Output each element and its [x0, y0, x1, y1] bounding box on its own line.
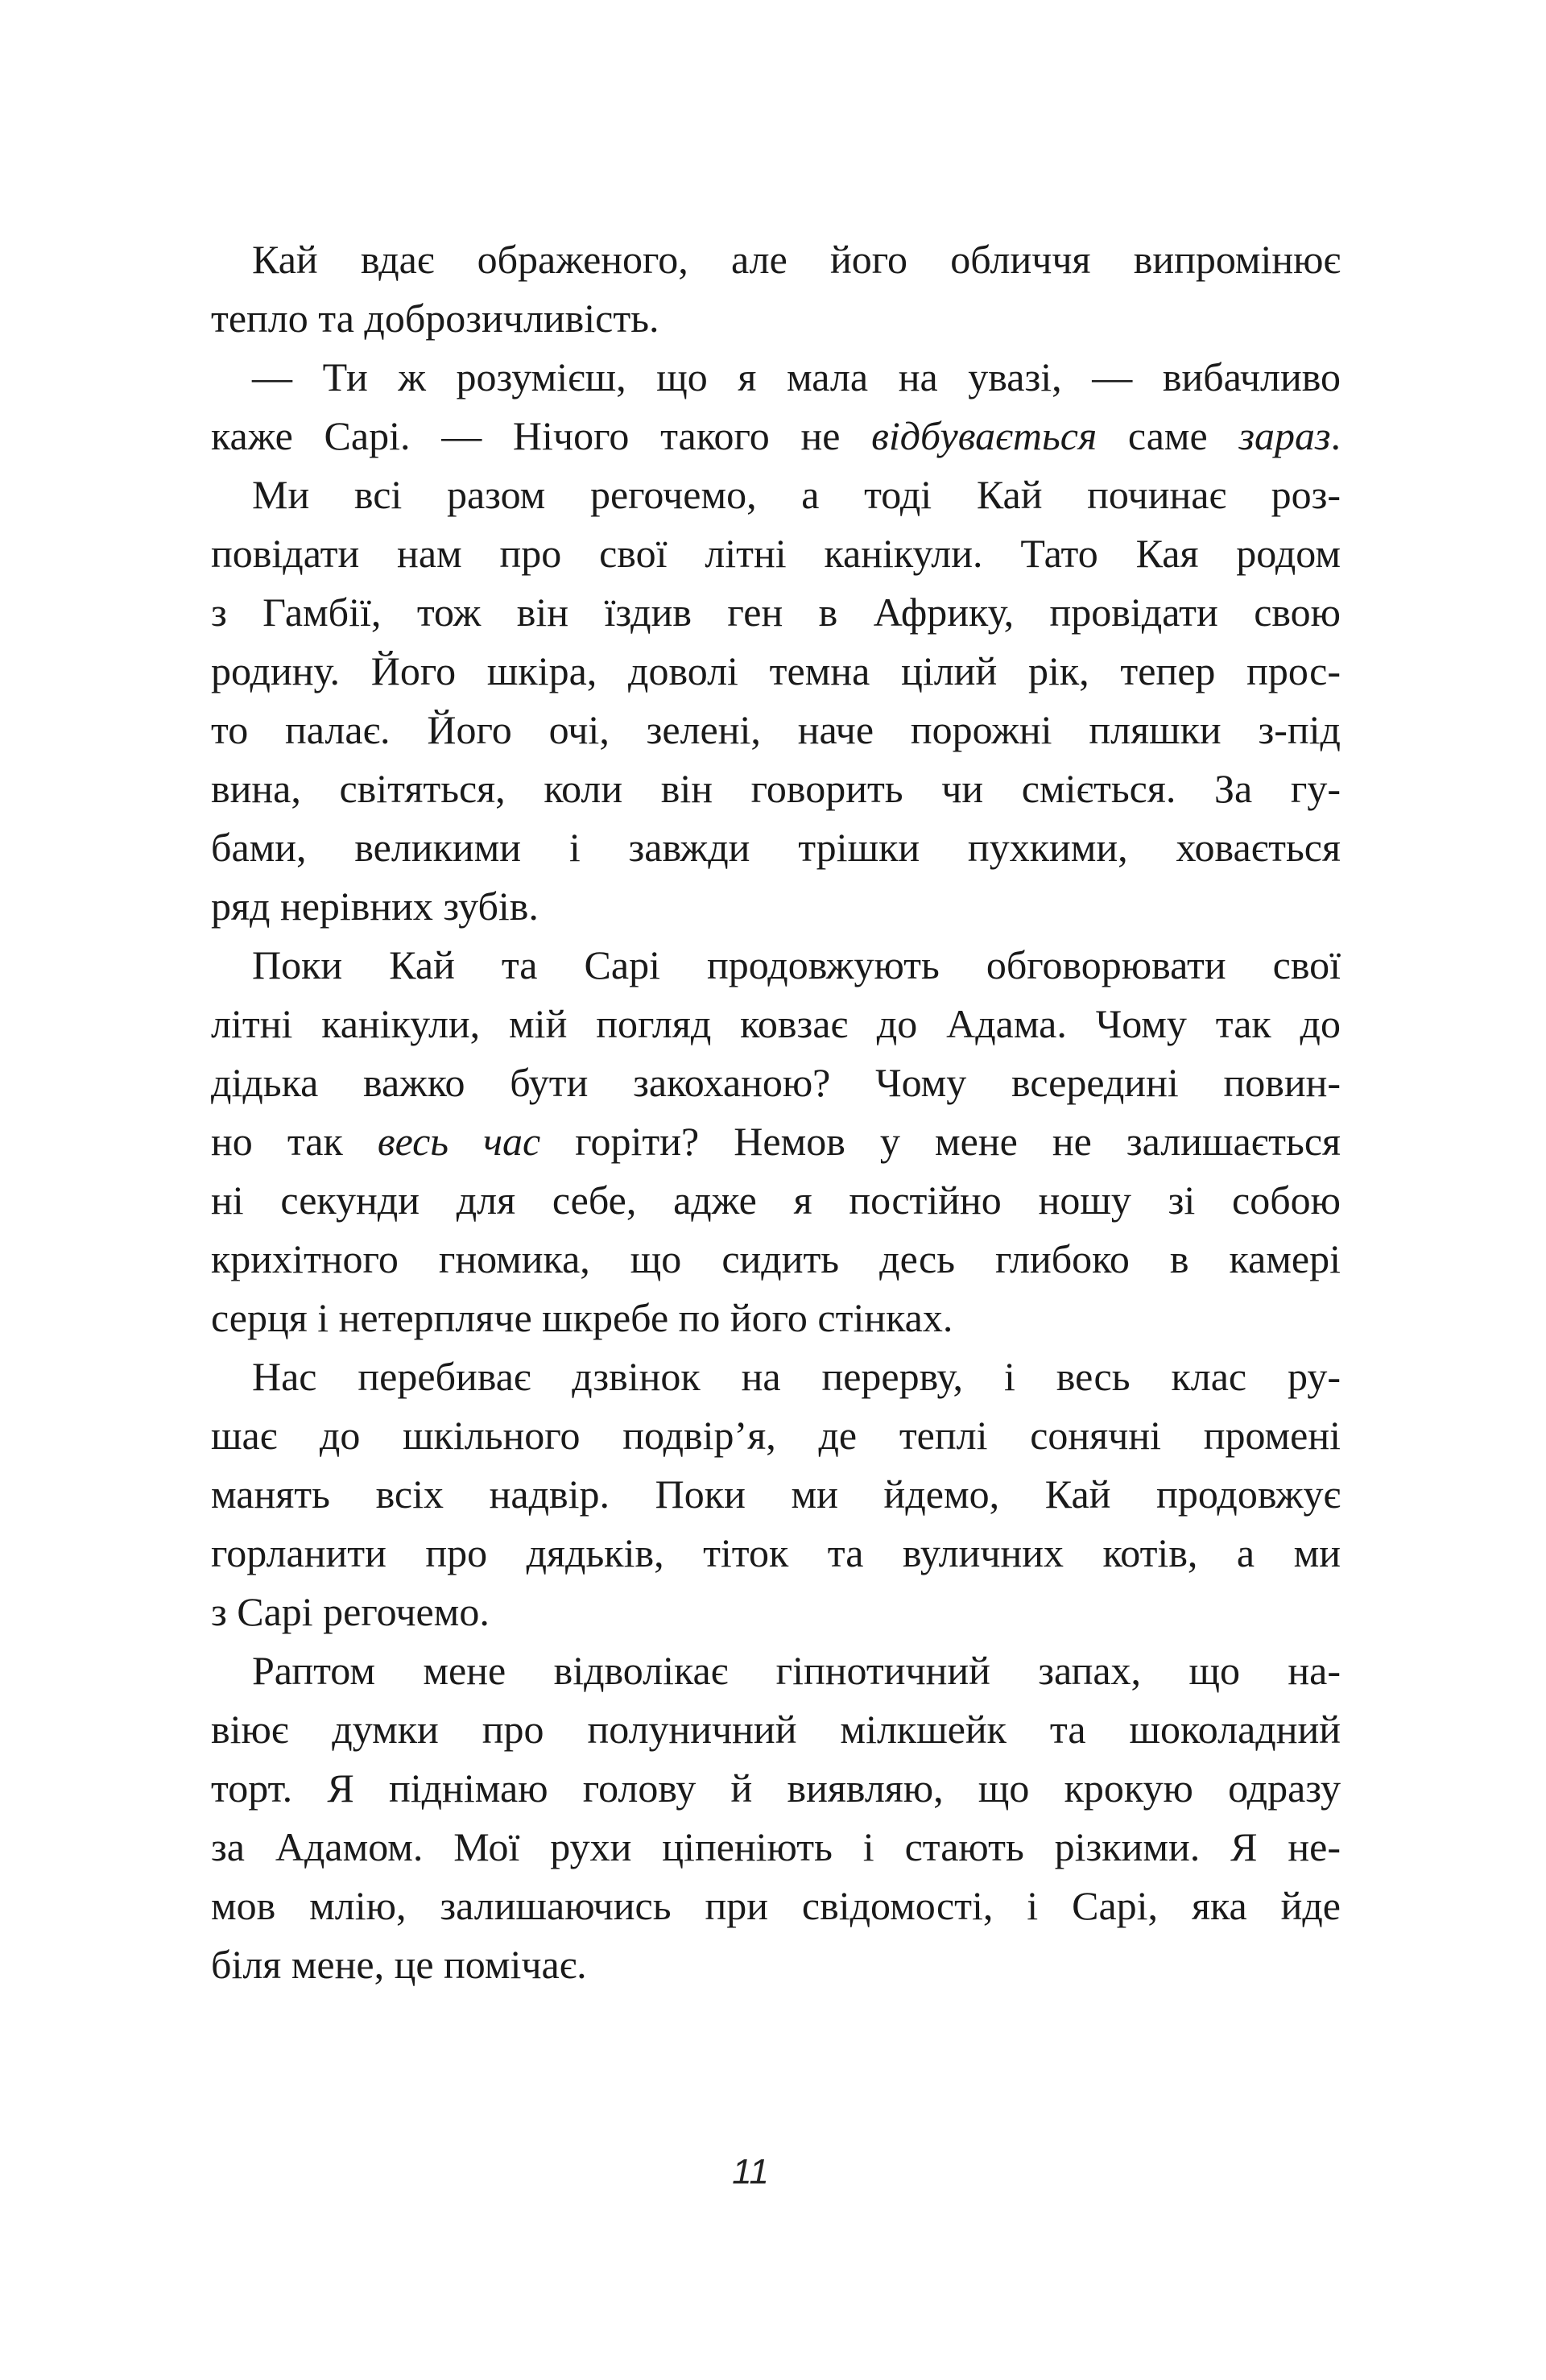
text-line: [211, 1818, 1341, 1877]
text-line: [211, 348, 1341, 407]
text-segment: — Ти ж розумієш, що я мала на увазі, — вибачливо: [252, 354, 1341, 399]
text-line: [211, 1112, 1341, 1171]
text-segment: торт. Я піднімаю голову й виявляю, що крокую одразу: [211, 1765, 1341, 1811]
text-line: [211, 1406, 1341, 1465]
text-segment: літні канікули, мій погляд ковзає до Адама. Чому так до: [211, 1001, 1341, 1046]
text-line: [211, 1053, 1341, 1112]
text-line: [211, 289, 1341, 348]
page-number: 11: [732, 2152, 769, 2192]
text-line: [211, 466, 1341, 524]
text-segment: біля мене, це помічає.: [211, 1942, 587, 1987]
text-segment: мов млію, залишаючись при свідомості, і Сарі, яка йде: [211, 1883, 1341, 1928]
text-segment: Нас перебиває дзвінок на перерву, і весь клас ру-: [252, 1354, 1341, 1399]
text-segment: за Адамом. Мої рухи ціпеніють і стають різкими. Я не-: [211, 1824, 1341, 1869]
text-line: [211, 1230, 1341, 1289]
text-segment: Кай вдає ображеного, але його обличчя випромінює: [252, 237, 1341, 282]
text-segment: Раптом мене відволікає гіпнотичний запах, що на-: [252, 1648, 1341, 1693]
text-line: [211, 760, 1341, 818]
text-segment: вина, світяться, коли він говорить чи сміється. За гу-: [211, 766, 1341, 811]
text-line: [211, 1347, 1341, 1406]
text-line: [211, 1641, 1341, 1700]
text-line: [211, 877, 1341, 936]
text-line: [211, 1524, 1341, 1583]
text-segment: крихітного гномика, що сидить десь глибоко в камері: [211, 1236, 1341, 1281]
text-line: [211, 230, 1341, 289]
text-segment: з Гамбії, тож він їздив ген в Африку, провідати свою: [211, 590, 1341, 635]
body-text: [211, 230, 1341, 1994]
text-line: [211, 524, 1341, 583]
text-segment: .: [1330, 413, 1341, 458]
text-line: [211, 995, 1341, 1053]
text-segment: но так: [211, 1119, 378, 1164]
text-segment: Ми всі разом регочемо, а тоді Кай починає роз-: [252, 472, 1341, 517]
text-segment: віює думки про полуничний мілкшейк та шоколадний: [211, 1707, 1341, 1752]
text-segment: шає до шкільного подвір’я, де теплі сонячні промені: [211, 1413, 1341, 1458]
text-line: [211, 1583, 1341, 1641]
text-segment: ряд нерівних зубів.: [211, 884, 539, 929]
text-segment: бами, великими і завжди трішки пухкими, ховається: [211, 825, 1341, 870]
text-line: [211, 1171, 1341, 1230]
italic-text: відбувається: [871, 413, 1097, 458]
text-segment: манять всіх надвір. Поки ми йдемо, Кай продовжує: [211, 1471, 1341, 1517]
text-line: [211, 936, 1341, 995]
text-line: [211, 1759, 1341, 1818]
text-line: [211, 701, 1341, 760]
text-line: [211, 1935, 1341, 1994]
text-segment: ні секунди для себе, адже я постійно ношу зі собою: [211, 1178, 1341, 1223]
text-segment: Поки Кай та Сарі продовжують обговорювати свої: [252, 942, 1341, 987]
text-segment: горланити про дядьків, тіток та вуличних котів, а ми: [211, 1530, 1341, 1575]
text-line: [211, 407, 1341, 466]
text-line: [211, 1289, 1341, 1347]
text-segment: то палає. Його очі, зелені, наче порожні пляшки з-під: [211, 707, 1341, 752]
text-segment: серця і нетерпляче шкребе по його стінках.: [211, 1295, 953, 1340]
text-line: [211, 1877, 1341, 1935]
text-segment: саме: [1097, 413, 1239, 458]
text-line: [211, 818, 1341, 877]
text-line: [211, 1700, 1341, 1759]
text-line: [211, 642, 1341, 701]
italic-text: весь час: [377, 1119, 541, 1164]
text-segment: родину. Його шкіра, доволі темна цілий рік, тепер прос-: [211, 648, 1341, 693]
text-segment: тепло та доброзичливість.: [211, 296, 659, 341]
text-segment: повідати нам про свої літні канікули. Тато Кая родом: [211, 531, 1341, 576]
text-line: [211, 1465, 1341, 1524]
italic-text: зараз: [1238, 413, 1331, 458]
text-segment: каже Сарі. — Нічого такого не: [211, 413, 872, 458]
text-segment: горіти? Немов у мене не залишається: [540, 1119, 1341, 1164]
text-line: [211, 583, 1341, 642]
text-segment: з Сарі регочемо.: [211, 1589, 490, 1634]
text-segment: дідька важко бути закоханою? Чому всередині повин-: [211, 1060, 1341, 1105]
